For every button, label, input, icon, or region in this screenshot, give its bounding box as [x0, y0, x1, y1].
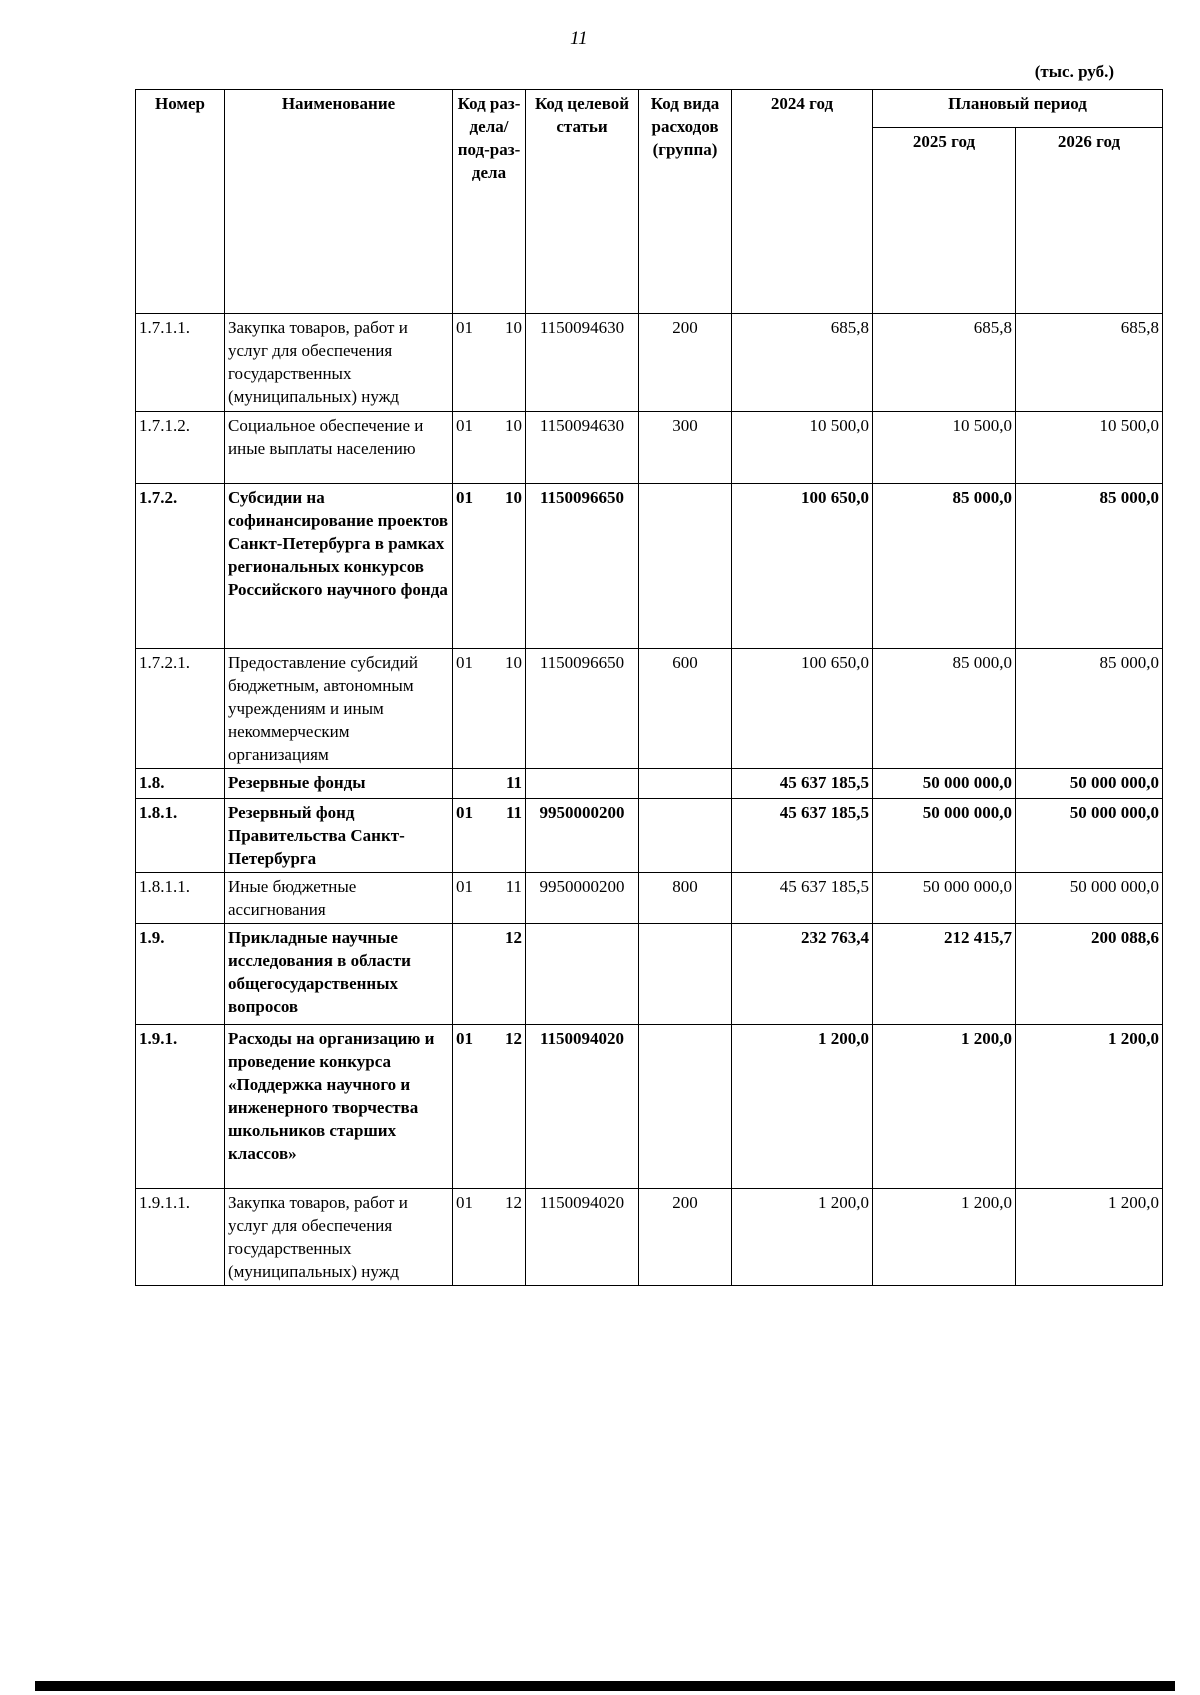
row-number: 1.7.1.1. — [136, 314, 225, 412]
row-section-code — [453, 769, 526, 799]
row-section: 01 — [456, 1193, 473, 1212]
row-year-2026: 50 000 000,0 — [1016, 769, 1163, 799]
row-year-2025: 85 000,0 — [873, 649, 1016, 769]
row-subsection: 10 — [505, 318, 522, 337]
row-year-2026: 50 000 000,0 — [1016, 873, 1163, 924]
row-section-code — [453, 649, 526, 769]
table-row — [136, 412, 1163, 484]
row-target-code: 1150094020 — [526, 1025, 639, 1189]
header-planned-period: Плановый период — [873, 90, 1163, 128]
row-section: 01 — [456, 318, 473, 337]
row-section-code — [453, 799, 526, 873]
row-year-2025: 685,8 — [873, 314, 1016, 412]
row-target-code — [526, 769, 639, 799]
row-year-2026: 10 500,0 — [1016, 412, 1163, 484]
row-section-code — [453, 484, 526, 649]
row-name: Закупка товаров, работ и услуг для обеспечения государственных (муниципальных) нужд — [225, 314, 453, 412]
table-row — [136, 314, 1163, 412]
header-target: Код целевой статьи — [526, 90, 639, 314]
row-year-2025: 212 415,7 — [873, 924, 1016, 1025]
row-name: Субсидии на софинансирование проектов Санкт-Петербурга в рамках региональных конкурсов Российского научного фонда — [225, 484, 453, 649]
row-section: 01 — [456, 488, 473, 507]
row-target-code: 1150094020 — [526, 1189, 639, 1286]
page-number: 11 — [570, 28, 588, 49]
row-name: Резервный фонд Правительства Санкт-Петербурга — [225, 799, 453, 873]
row-year-2026: 85 000,0 — [1016, 484, 1163, 649]
row-number: 1.7.2.1. — [136, 649, 225, 769]
row-subsection: 12 — [505, 1029, 522, 1048]
row-year-2024: 45 637 185,5 — [732, 769, 873, 799]
row-number: 1.7.1.2. — [136, 412, 225, 484]
header-expense-type: Код вида расходов (группа) — [639, 90, 732, 314]
row-year-2025: 50 000 000,0 — [873, 769, 1016, 799]
row-year-2024: 685,8 — [732, 314, 873, 412]
table-body — [136, 314, 1163, 1286]
table-row — [136, 1189, 1163, 1286]
row-expense-type: 200 — [639, 314, 732, 412]
row-year-2024: 1 200,0 — [732, 1025, 873, 1189]
row-expense-type: 600 — [639, 649, 732, 769]
row-expense-type — [639, 484, 732, 649]
row-expense-type: 200 — [639, 1189, 732, 1286]
row-section-code — [453, 924, 526, 1025]
row-section: 01 — [456, 416, 473, 435]
row-section: 01 — [456, 877, 473, 896]
row-target-code: 9950000200 — [526, 873, 639, 924]
row-subsection: 12 — [505, 1193, 522, 1212]
table-row — [136, 1025, 1163, 1189]
row-target-code: 1150096650 — [526, 649, 639, 769]
row-subsection: 10 — [505, 488, 522, 507]
row-subsection: 11 — [505, 803, 522, 822]
bottom-border-line — [35, 1681, 1175, 1691]
row-name: Иные бюджетные ассигнования — [225, 873, 453, 924]
row-year-2024: 100 650,0 — [732, 484, 873, 649]
row-year-2024: 10 500,0 — [732, 412, 873, 484]
row-expense-type: 300 — [639, 412, 732, 484]
row-number: 1.9. — [136, 924, 225, 1025]
header-year-2024: 2024 год — [732, 90, 873, 314]
row-year-2024: 1 200,0 — [732, 1189, 873, 1286]
row-expense-type — [639, 799, 732, 873]
row-year-2026: 50 000 000,0 — [1016, 799, 1163, 873]
table-row — [136, 649, 1163, 769]
header-name: Наименование — [225, 90, 453, 314]
header-number: Номер — [136, 90, 225, 314]
row-name: Закупка товаров, работ и услуг для обеспечения государственных (муниципальных) нужд — [225, 1189, 453, 1286]
row-subsection: 10 — [505, 653, 522, 672]
row-section-code — [453, 1025, 526, 1189]
row-target-code: 1150096650 — [526, 484, 639, 649]
row-name: Резервные фонды — [225, 769, 453, 799]
row-expense-type — [639, 1025, 732, 1189]
row-subsection: 10 — [505, 416, 522, 435]
row-year-2026: 1 200,0 — [1016, 1189, 1163, 1286]
header-year-2025: 2025 год — [873, 128, 1016, 314]
row-subsection: 11 — [505, 877, 522, 896]
row-year-2026: 685,8 — [1016, 314, 1163, 412]
row-number: 1.8. — [136, 769, 225, 799]
row-name: Социальное обеспечение и иные выплаты населению — [225, 412, 453, 484]
row-subsection: 12 — [505, 928, 522, 947]
row-year-2024: 232 763,4 — [732, 924, 873, 1025]
row-number: 1.7.2. — [136, 484, 225, 649]
row-target-code — [526, 924, 639, 1025]
row-number: 1.8.1.1. — [136, 873, 225, 924]
row-section-code — [453, 412, 526, 484]
row-year-2026: 1 200,0 — [1016, 1025, 1163, 1189]
row-year-2025: 50 000 000,0 — [873, 873, 1016, 924]
row-year-2024: 45 637 185,5 — [732, 873, 873, 924]
row-year-2025: 1 200,0 — [873, 1025, 1016, 1189]
table-row — [136, 873, 1163, 924]
row-section: 01 — [456, 653, 473, 672]
row-year-2025: 10 500,0 — [873, 412, 1016, 484]
row-year-2026: 200 088,6 — [1016, 924, 1163, 1025]
row-subsection: 11 — [505, 773, 522, 792]
row-expense-type: 800 — [639, 873, 732, 924]
row-number: 1.9.1. — [136, 1025, 225, 1189]
header-year-2026: 2026 год — [1016, 128, 1163, 314]
row-section: 01 — [456, 803, 473, 822]
table-row — [136, 769, 1163, 799]
units-label: (тыс. руб.) — [1034, 62, 1114, 81]
table-row — [136, 799, 1163, 873]
row-name: Предоставление субсидий бюджетным, автономным учреждениям и иным некоммерческим организациям — [225, 649, 453, 769]
table-row — [136, 484, 1163, 649]
row-number: 1.9.1.1. — [136, 1189, 225, 1286]
row-section-code — [453, 1189, 526, 1286]
row-target-code: 1150094630 — [526, 412, 639, 484]
row-section-code — [453, 314, 526, 412]
row-target-code: 9950000200 — [526, 799, 639, 873]
table-row — [136, 924, 1163, 1025]
row-expense-type — [639, 924, 732, 1025]
row-expense-type — [639, 769, 732, 799]
row-name: Расходы на организацию и проведение конкурса «Поддержка научного и инженерного творчества школьников старших классов» — [225, 1025, 453, 1189]
row-section: 01 — [456, 1029, 473, 1048]
row-name: Прикладные научные исследования в области общегосударственных вопросов — [225, 924, 453, 1025]
row-year-2025: 1 200,0 — [873, 1189, 1016, 1286]
row-year-2025: 85 000,0 — [873, 484, 1016, 649]
row-section-code — [453, 873, 526, 924]
row-year-2024: 100 650,0 — [732, 649, 873, 769]
row-year-2024: 45 637 185,5 — [732, 799, 873, 873]
row-year-2025: 50 000 000,0 — [873, 799, 1016, 873]
row-target-code: 1150094630 — [526, 314, 639, 412]
row-number: 1.8.1. — [136, 799, 225, 873]
row-year-2026: 85 000,0 — [1016, 649, 1163, 769]
header-section: Код раз-дела/ под-раз-дела — [453, 90, 526, 314]
budget-table — [135, 89, 1163, 1286]
